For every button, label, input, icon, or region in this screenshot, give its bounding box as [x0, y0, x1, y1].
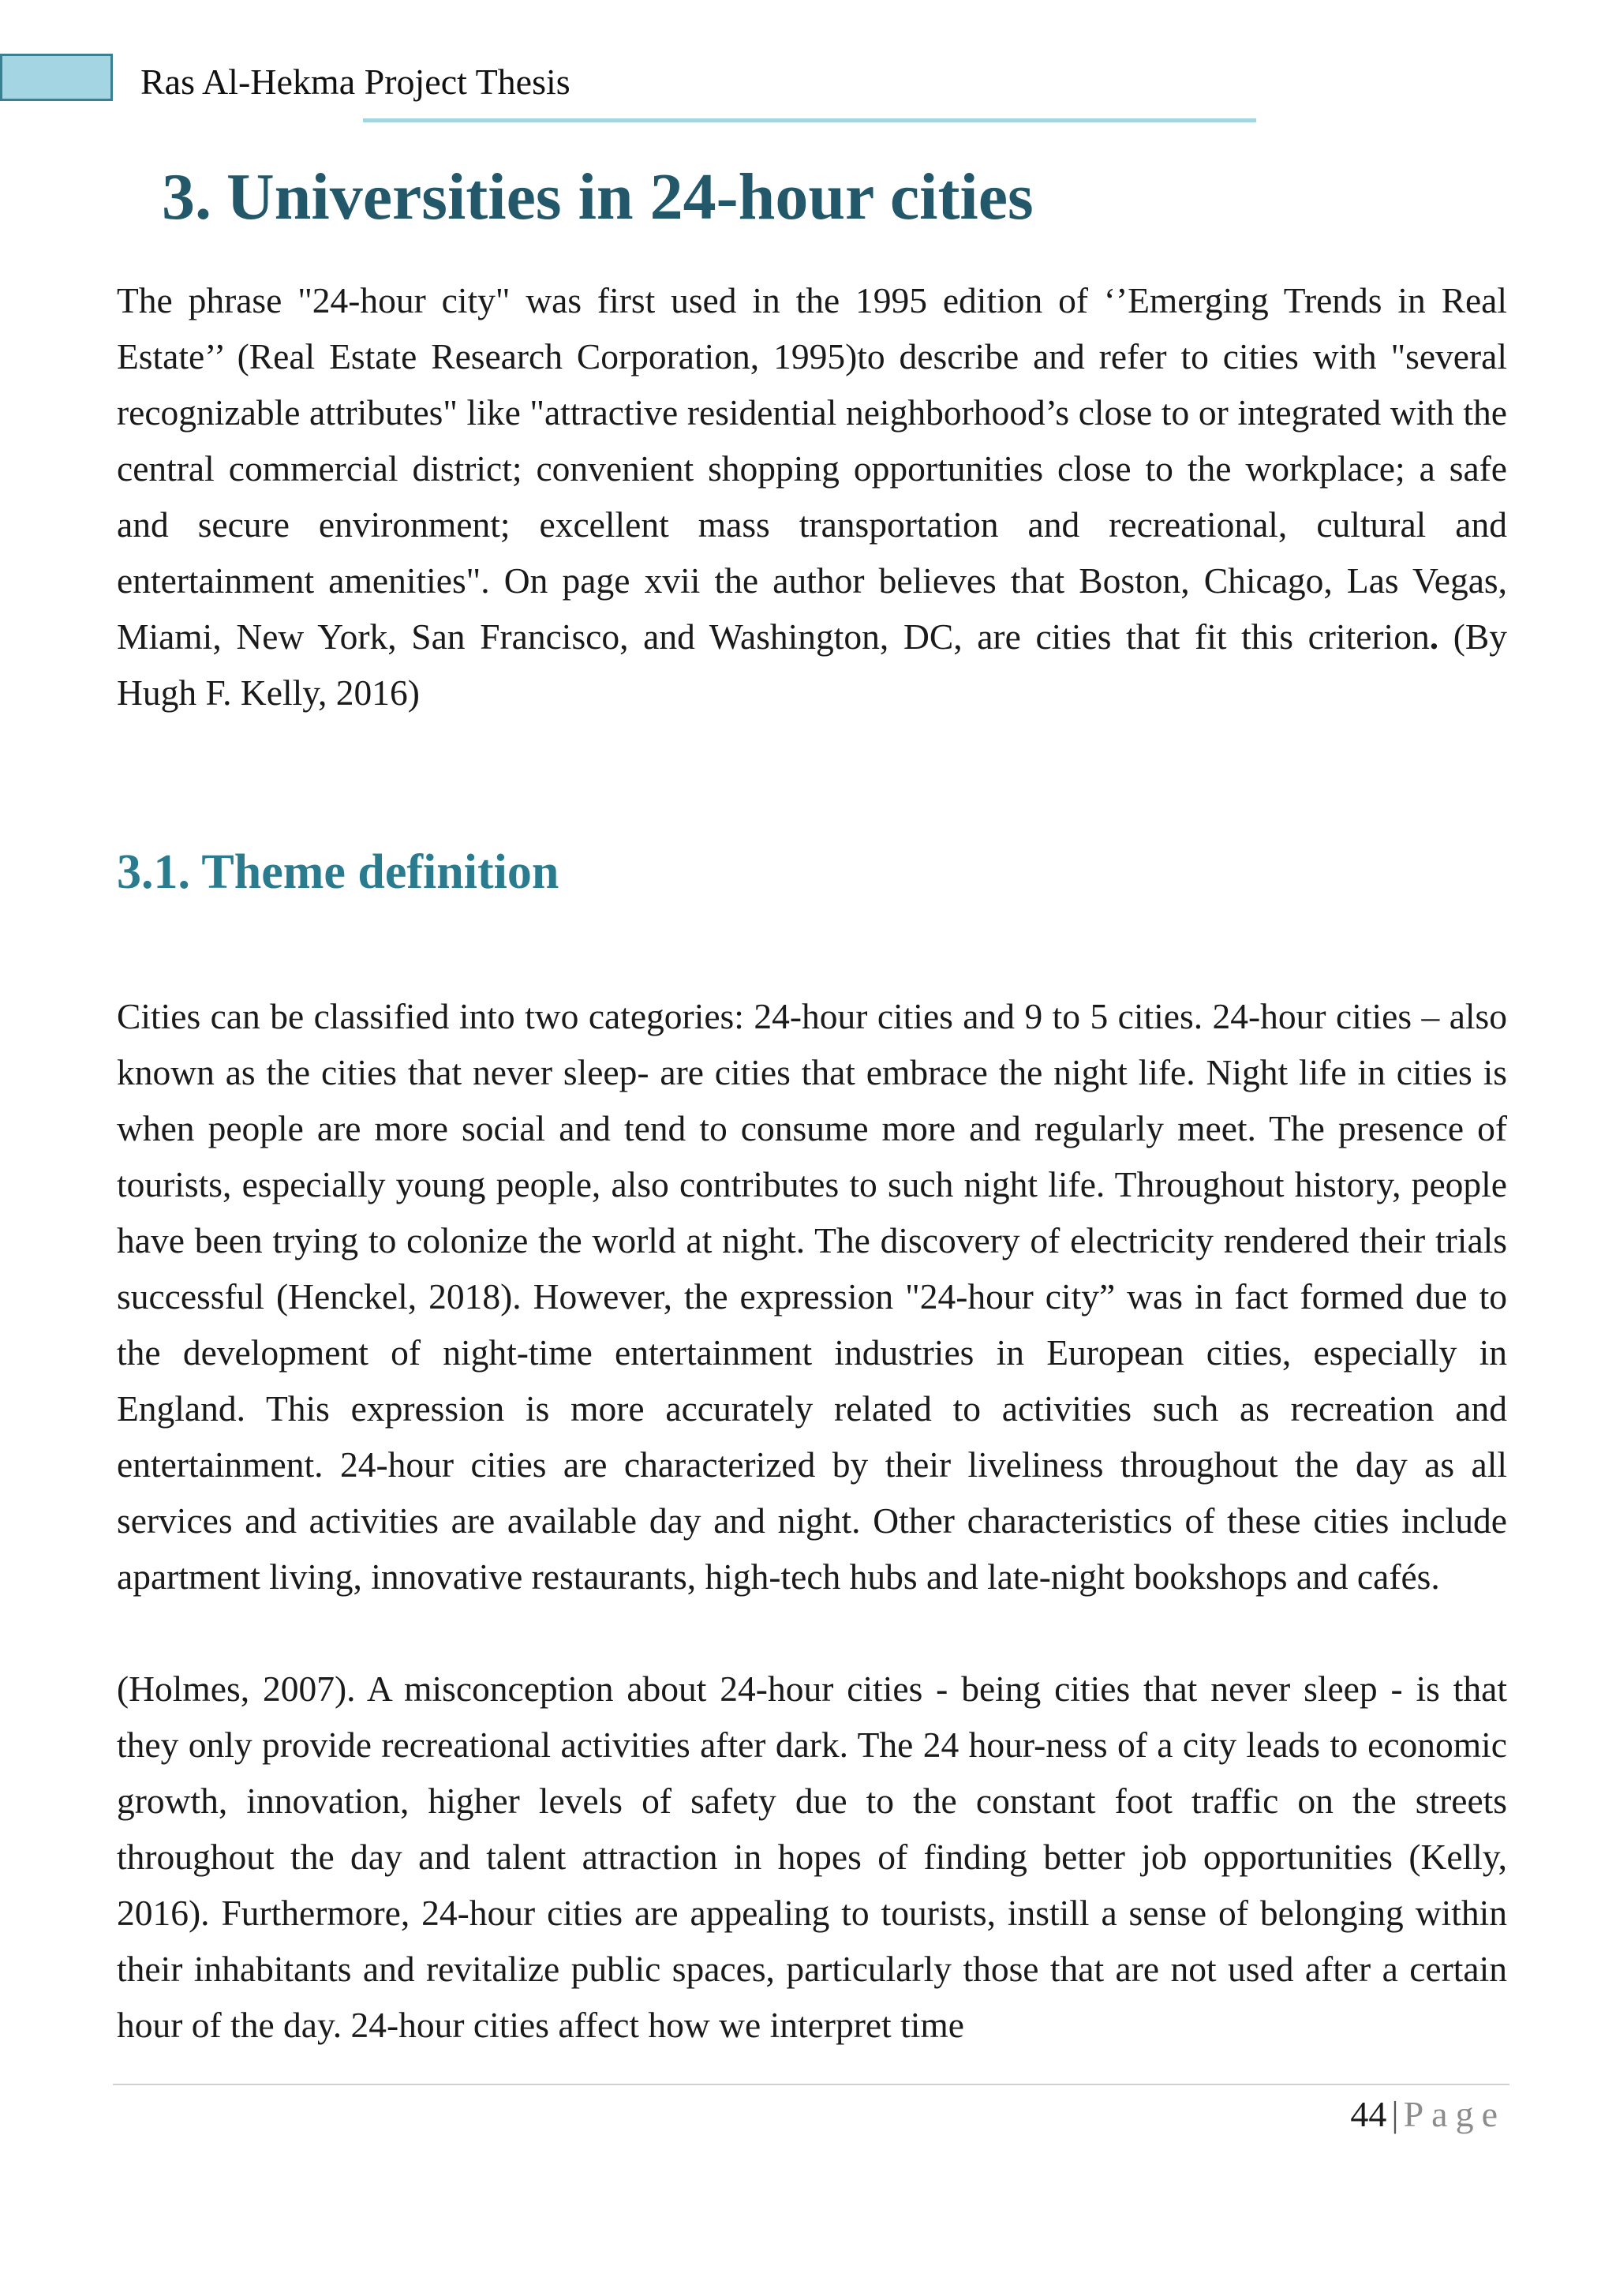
- intro-paragraph: [117, 272, 1507, 721]
- chapter-heading: [162, 158, 1034, 237]
- header-rule: [363, 118, 1256, 122]
- page-number: [1350, 2092, 1506, 2137]
- chapter-title: Universities in 24-hour cities: [226, 160, 1034, 234]
- intro-period: .: [1429, 616, 1439, 657]
- header-title: Ras Al-Hekma Project Thesis: [140, 62, 570, 102]
- section-heading: 3.1. Theme definition: [117, 845, 559, 899]
- header-accent-box: [0, 54, 113, 101]
- intro-citation: (By Hugh F. Kelly, 2016): [117, 616, 1508, 713]
- page-number-value: 44: [1350, 2094, 1387, 2134]
- intro-text: The phrase "24-hour city" was first used in the 1995 edition of ‘’Emerging Trends in Real Estate’’ (Real Estate Research Corporation, 1995)to describe and refer to cities with "several recognizable attributes" like "attractive residential neighborhood’s close to or integrated with the central commercial district; convenient shopping opportunities close to the workplace; a safe and secure environment; excellent mass transportation and recreational, cultural and entertainment amenities". On page xvii the author believes that Boston, Chicago, Las Vegas, Miami, New York, San Francisco, and Washington, DC, are cities that fit this criterion: [117, 280, 1507, 657]
- section-paragraph-2: (Holmes, 2007). A misconception about 24-hour cities - being cities that never sleep - is that they only provide recreational activities after dark. The 24 hour-ness of a city leads to economic growth, innovation, higher levels of safety due to the constant foot traffic on the streets throughout the day and talent attraction in hopes of finding better job opportunities (Kelly, 2016). Furthermore, 24-hour cities are appealing to tourists, instill a sense of belonging within their inhabitants and revitalize public spaces, particularly those that are not used after a certain hour of the day. 24-hour cities affect how we interpret time: [117, 1669, 1507, 2045]
- section-paragraph-1: Cities can be classified into two categories: 24-hour cities and 9 to 5 cities. 24-hour cities – also known as the cities that never sleep- are cities that embrace the night life. Night life in cities is when people are more social and tend to consume more and regularly meet. The presence of tourists, especially young people, also contributes to such night life. Throughout history, people have been trying to colonize the world at night. The discovery of electricity rendered their trials successful (Henckel, 2018). However, the expression "24-hour city” was in fact formed due to the development of night-time entertainment industries in European cities, especially in England. This expression is more accurately related to activities such as recreation and entertainment. 24-hour cities are characterized by their liveliness throughout the day as all services and activities are available day and night. Other characteristics of these cities include apartment living, innovative restaurants, high-tech hubs and late-night bookshops and cafés.: [117, 996, 1507, 1597]
- footer-rule: [113, 2084, 1509, 2085]
- page-label: Page: [1403, 2094, 1506, 2134]
- chapter-number: 3.: [162, 160, 211, 234]
- page-separator: |: [1391, 2094, 1399, 2134]
